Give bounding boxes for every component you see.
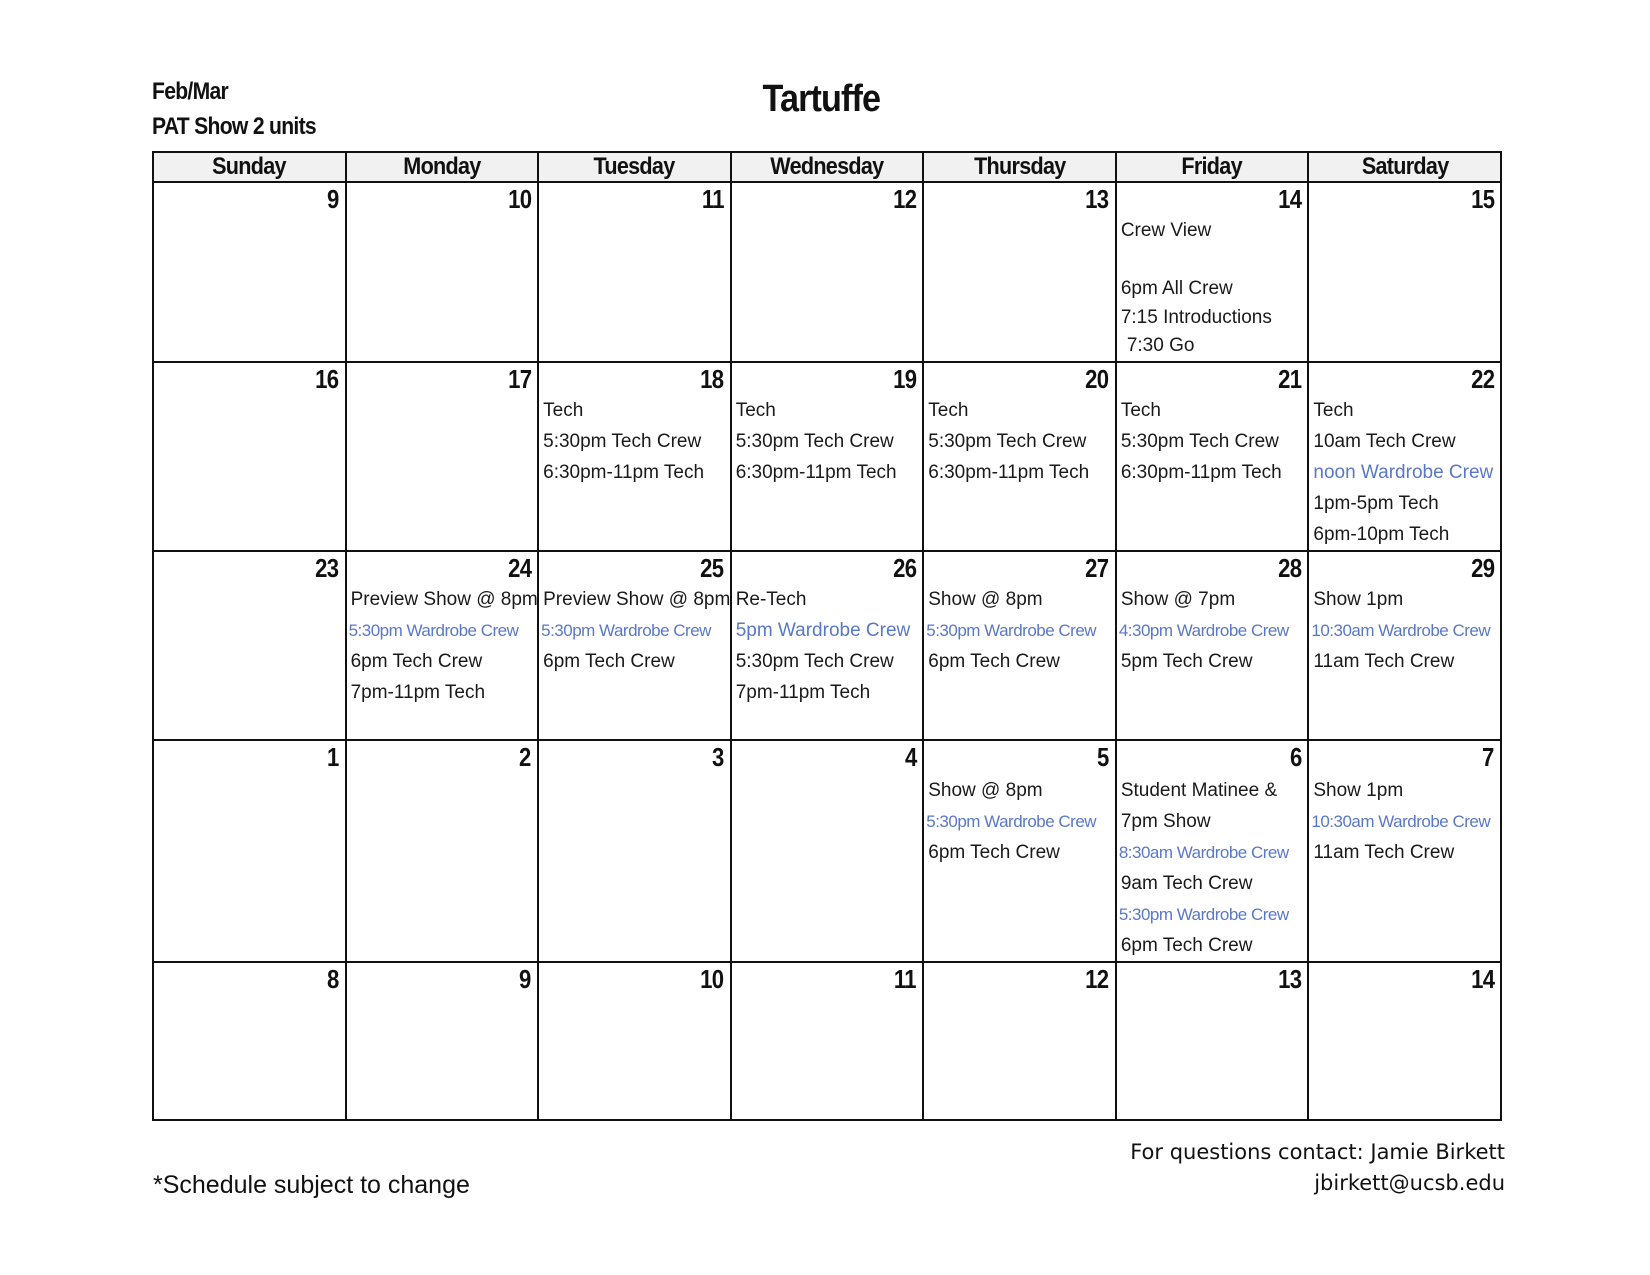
day-number: 17 xyxy=(507,364,532,394)
weekday-monday: Monday xyxy=(346,152,539,182)
week-row xyxy=(153,182,1501,362)
day-cell xyxy=(731,551,924,740)
day-number: 24 xyxy=(507,553,532,583)
day-cell xyxy=(538,551,731,740)
event-item: 6:30pm-11pm Tech xyxy=(735,462,897,483)
day-cell xyxy=(346,551,539,740)
event-item: 5:30pm Tech Crew xyxy=(1120,431,1279,452)
event-item: 6pm Tech Crew xyxy=(928,842,1060,863)
event-item: Crew View xyxy=(1120,220,1212,241)
units-label: PAT Show 2 units xyxy=(152,113,316,140)
wardrobe-event: 4:30pm Wardrobe Crew xyxy=(1118,621,1289,640)
day-cell xyxy=(1116,740,1309,962)
day-number: 20 xyxy=(1085,364,1109,394)
day-number: 11 xyxy=(894,964,917,994)
week-row xyxy=(153,740,1501,962)
day-number: 10 xyxy=(507,184,532,214)
day-number: 3 xyxy=(712,742,724,772)
weekday-sunday: Sunday xyxy=(153,152,346,182)
day-cell xyxy=(346,740,539,962)
event-item: 7pm-11pm Tech xyxy=(735,682,871,703)
contact-name: For questions contact: Jamie Birkett xyxy=(1130,1140,1505,1164)
day-number: 29 xyxy=(1470,553,1494,583)
day-cell xyxy=(1116,362,1309,551)
day-number: 26 xyxy=(893,553,917,583)
day-cell xyxy=(538,362,731,551)
day-cell xyxy=(346,182,539,362)
contact-info xyxy=(1130,1137,1505,1199)
day-cell xyxy=(1308,962,1501,1120)
day-cell xyxy=(346,962,539,1120)
day-number: 10 xyxy=(700,964,724,994)
weekday-wednesday: Wednesday xyxy=(731,152,924,182)
day-number: 9 xyxy=(519,964,532,994)
event-item: Show @ 8pm xyxy=(928,589,1043,610)
day-number: 18 xyxy=(700,364,724,394)
day-cell xyxy=(153,182,346,362)
schedule-note: *Schedule subject to change xyxy=(153,1171,470,1199)
event-item: 6:30pm-11pm Tech xyxy=(1120,462,1282,483)
day-number: 13 xyxy=(1085,184,1109,214)
week-row xyxy=(153,962,1501,1120)
day-number: 13 xyxy=(1278,964,1302,994)
day-cell xyxy=(1308,362,1501,551)
week-row xyxy=(153,362,1501,551)
day-cell xyxy=(1116,182,1309,362)
event-item: 5:30pm Tech Crew xyxy=(543,431,702,452)
event-item: Preview Show @ 8pm xyxy=(350,589,538,610)
event-item: Student Matinee & xyxy=(1120,780,1278,801)
contact-email: jbirkett@ucsb.edu xyxy=(1314,1171,1505,1195)
day-number: 27 xyxy=(1085,553,1109,583)
event-item: 6pm All Crew xyxy=(1120,278,1233,299)
wardrobe-event: 5:30pm Wardrobe Crew xyxy=(926,812,1097,831)
event-item: 6:30pm-11pm Tech xyxy=(543,462,705,483)
month-label: Feb/Mar xyxy=(152,78,229,105)
wardrobe-event: 5:30pm Wardrobe Crew xyxy=(926,621,1097,640)
day-number: 6 xyxy=(1289,742,1302,772)
event-item: 6pm-10pm Tech xyxy=(1313,524,1450,545)
day-number: 12 xyxy=(1085,964,1109,994)
day-cell xyxy=(538,182,731,362)
day-number: 2 xyxy=(519,742,532,772)
wardrobe-event: 5:30pm Wardrobe Crew xyxy=(1118,905,1289,924)
event-item: 6pm Tech Crew xyxy=(1120,935,1253,956)
wardrobe-event: 10:30am Wardrobe Crew xyxy=(1311,621,1491,640)
day-number: 28 xyxy=(1278,553,1302,583)
event-item: 7:15 Introductions xyxy=(1120,307,1272,328)
event-item: Preview Show @ 8pm xyxy=(543,589,731,610)
day-cell xyxy=(1308,740,1501,962)
weekday-tuesday: Tuesday xyxy=(538,152,731,182)
event-item: Tech xyxy=(1313,400,1354,421)
weekday-thursday: Thursday xyxy=(923,152,1116,182)
day-cell xyxy=(731,182,924,362)
day-cell xyxy=(538,962,731,1120)
day-number: 5 xyxy=(1097,742,1109,772)
event-item: 9am Tech Crew xyxy=(1120,873,1253,894)
day-number: 4 xyxy=(904,742,917,772)
day-cell xyxy=(153,551,346,740)
day-cell xyxy=(153,362,346,551)
event-item: 7pm-11pm Tech xyxy=(350,682,486,703)
wardrobe-event: 8:30am Wardrobe Crew xyxy=(1118,843,1289,862)
day-number: 1 xyxy=(326,742,339,772)
event-item: 1pm-5pm Tech xyxy=(1313,493,1439,514)
event-item: 6pm Tech Crew xyxy=(350,651,483,672)
event-item: Tech xyxy=(1120,400,1161,421)
event-item: Re-Tech xyxy=(735,589,807,610)
wardrobe-event: 5pm Wardrobe Crew xyxy=(735,620,911,641)
day-number: 21 xyxy=(1278,364,1302,394)
wardrobe-event: 5:30pm Wardrobe Crew xyxy=(348,621,519,640)
event-item: 11am Tech Crew xyxy=(1313,651,1455,672)
event-item: Show @ 8pm xyxy=(928,780,1043,801)
page-title: Tartuffe xyxy=(762,78,880,120)
day-number: 14 xyxy=(1278,184,1302,214)
day-number: 15 xyxy=(1470,184,1494,214)
weekday-friday: Friday xyxy=(1116,152,1309,182)
weekday-header-row xyxy=(153,152,1501,182)
event-item: 11am Tech Crew xyxy=(1313,842,1455,863)
day-number: 11 xyxy=(701,184,724,214)
day-number: 12 xyxy=(893,184,917,214)
wardrobe-event: 10:30am Wardrobe Crew xyxy=(1311,812,1491,831)
wardrobe-event: noon Wardrobe Crew xyxy=(1313,462,1494,483)
event-item: 7pm Show xyxy=(1120,811,1211,832)
day-number: 22 xyxy=(1470,364,1494,394)
event-item: Show 1pm xyxy=(1313,780,1404,801)
day-number: 8 xyxy=(326,964,339,994)
day-cell xyxy=(731,740,924,962)
calendar-grid xyxy=(152,151,1502,1121)
day-cell xyxy=(153,962,346,1120)
event-item: Show 1pm xyxy=(1313,589,1404,610)
day-cell xyxy=(1116,962,1309,1120)
day-cell xyxy=(1308,551,1501,740)
event-item: Show @ 7pm xyxy=(1120,589,1236,610)
event-item: 10am Tech Crew xyxy=(1313,431,1456,452)
day-number: 9 xyxy=(326,184,339,214)
day-cell xyxy=(1116,551,1309,740)
event-item: 6:30pm-11pm Tech xyxy=(928,462,1090,483)
day-cell xyxy=(923,362,1116,551)
day-cell xyxy=(731,362,924,551)
event-item: 6pm Tech Crew xyxy=(543,651,675,672)
day-cell xyxy=(923,740,1116,962)
event-item: Tech xyxy=(735,400,776,421)
event-item: 5pm Tech Crew xyxy=(1120,651,1253,672)
day-cell xyxy=(731,962,924,1120)
day-cell xyxy=(923,962,1116,1120)
day-cell xyxy=(346,362,539,551)
day-number: 7 xyxy=(1482,742,1494,772)
day-cell xyxy=(923,182,1116,362)
day-cell xyxy=(538,740,731,962)
event-item: Tech xyxy=(928,400,969,421)
day-number: 14 xyxy=(1470,964,1494,994)
event-item: 6pm Tech Crew xyxy=(928,651,1060,672)
day-number: 23 xyxy=(315,553,339,583)
wardrobe-event: 5:30pm Wardrobe Crew xyxy=(541,621,711,640)
event-item: 7:30 Go xyxy=(1126,335,1195,356)
day-cell xyxy=(923,551,1116,740)
day-number: 16 xyxy=(315,364,339,394)
event-item: Tech xyxy=(543,400,584,421)
day-number: 25 xyxy=(700,553,724,583)
week-row xyxy=(153,551,1501,740)
weekday-saturday: Saturday xyxy=(1308,152,1501,182)
day-cell xyxy=(153,740,346,962)
event-item: 5:30pm Tech Crew xyxy=(928,431,1087,452)
event-item: 5:30pm Tech Crew xyxy=(735,431,894,452)
day-cell xyxy=(1308,182,1501,362)
event-item: 5:30pm Tech Crew xyxy=(735,651,894,672)
day-number: 19 xyxy=(893,364,917,394)
